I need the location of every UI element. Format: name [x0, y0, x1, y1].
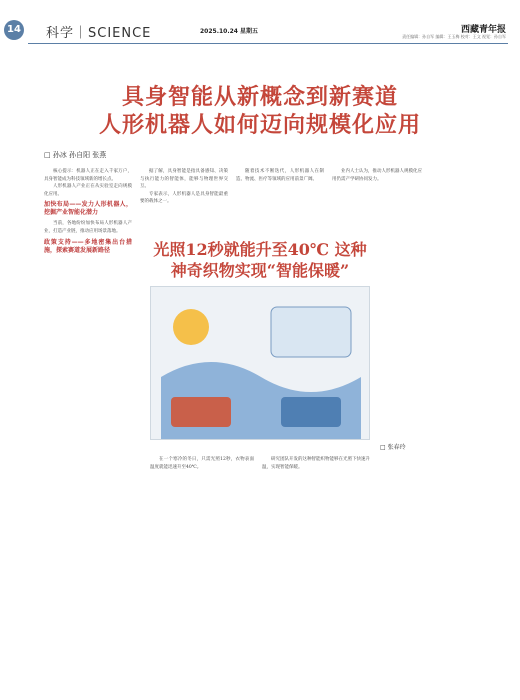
- subhead: 加快布局——发力人形机器人，挖掘产业智能化潜力: [44, 201, 132, 217]
- section-title: 科学｜SCIENCE: [46, 26, 152, 41]
- subhead: 政策支持——多地密集出台措施，探索赛道发展新路径: [44, 238, 132, 254]
- paragraph: 专家表示，人形机器人是具身智能最重要的载体之一。: [140, 191, 228, 205]
- fabric-illustration: [150, 286, 370, 440]
- illustration-graphic: [151, 287, 370, 440]
- article2-col-right: [262, 456, 370, 686]
- article2-byline: □ 张春玲: [380, 444, 406, 451]
- article2-title-line1: 光照12秒就能升至40℃ 这种: [153, 240, 367, 259]
- paragraph: 业内人士认为，推动人形机器人规模化应用仍需产学研协同发力。: [332, 169, 422, 182]
- editor-credits: 责任编辑：孙自军 编辑：王玉梅 校对：王文 视觉：孙自军: [402, 34, 506, 39]
- byline: □ 孙冰 孙自阳 张燕: [44, 151, 107, 159]
- paragraph: 据了解，具身智能是指具备感知、决策与执行能力的智能体，能够与物理世界交互。: [140, 169, 228, 190]
- paragraph: 在一个寒冷的冬日，只需光照12秒，衣物表面温度就能迅速升至40℃。: [150, 457, 254, 470]
- page-header: [0, 0, 520, 46]
- paragraph: 人形机器人产业正在从实验室走向规模化应用。: [44, 184, 132, 197]
- headline-line1: 具身智能从新概念到新赛道: [121, 85, 398, 110]
- header-rule: [28, 43, 508, 44]
- article2-title-line2: 神奇织物实现“智能保暖”: [170, 261, 350, 280]
- masthead: 西藏青年报: [460, 25, 506, 35]
- paragraph: 当前，各地纷纷加快布局人形机器人产业，打造产业链，推动应用场景落地。: [44, 221, 132, 234]
- article1-col2: [140, 168, 228, 228]
- headline-line2: 人形机器人如何迈向规模化应用: [98, 113, 421, 138]
- page-number: 14: [4, 20, 24, 40]
- article1-col3: [236, 168, 324, 228]
- article1-col4: [332, 168, 422, 228]
- article2-col-left: [150, 456, 254, 686]
- paragraph: 随着技术不断迭代，人形机器人在制造、物流、医疗等领域的应用前景广阔。: [236, 169, 324, 182]
- paragraph: 核心提示：机器人正在走入千家万户，具身智能成为科技领域新的增长点。: [44, 169, 132, 182]
- paragraph: 研究团队开发的这种智能织物能够在光照下快速升温，实现智能保暖。: [262, 457, 370, 470]
- issue-date: 2025.10.24 星期五: [200, 28, 259, 35]
